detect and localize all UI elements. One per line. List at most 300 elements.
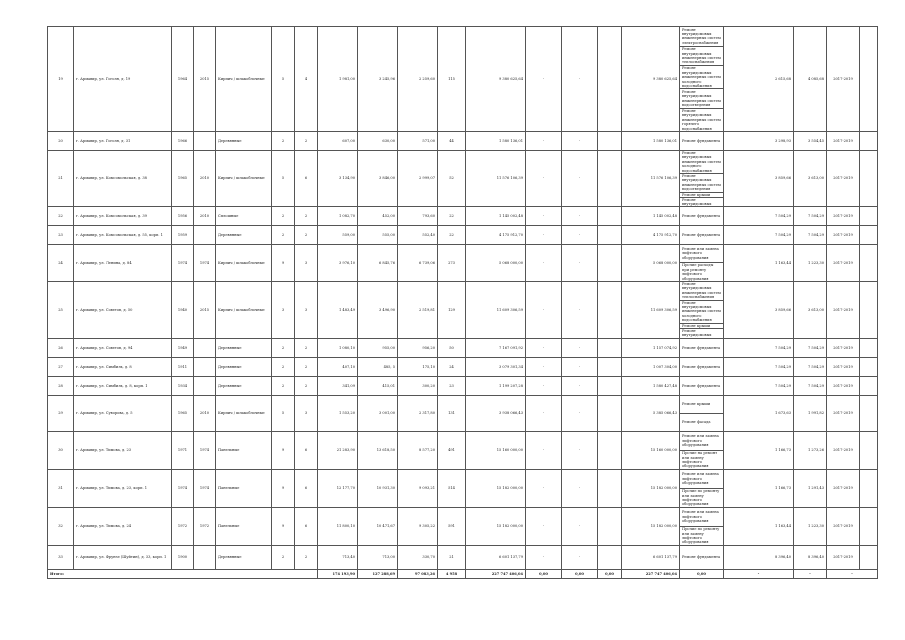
- unit-cost-cell: 7 504,29: [724, 226, 794, 245]
- total-area-cell: 713,40: [318, 546, 358, 570]
- row-number-cell: 33: [48, 546, 74, 570]
- residents-cell: 22: [438, 226, 466, 245]
- total-area-cell: 21 283,90: [318, 432, 358, 470]
- wall-material-cell: Панельные: [216, 432, 272, 470]
- work-item: Ремонт внутридомовых инженерных систем теплоснабжения: [680, 46, 723, 66]
- work-item: Ремонт внутридомовых: [680, 328, 723, 338]
- total-cost-cell: 11 609 306,59: [466, 282, 526, 339]
- works-cell: [680, 151, 724, 207]
- max-cost-cell: 7 504,29: [794, 226, 827, 245]
- table-row: [48, 245, 878, 282]
- owners-cost-cell: 5 385 066,43: [622, 396, 680, 432]
- works-cell: [680, 27, 724, 132]
- spacer-cell: [860, 470, 878, 508]
- table-row: [48, 27, 878, 132]
- repair-year-cell: 1974: [194, 245, 216, 282]
- row-number-cell: 24: [48, 245, 74, 282]
- repair-year-cell: [194, 132, 216, 151]
- total-cost-cell: 15 182 000,00: [466, 508, 526, 546]
- wall-material-cell: Кирпич / шлакоблочные: [216, 151, 272, 207]
- budget-cost-cell: -: [562, 470, 598, 508]
- floors-cell: 2: [272, 546, 295, 570]
- entrances-cell: 3: [295, 245, 318, 282]
- table-row: [48, 377, 878, 396]
- floors-cell: 5: [272, 396, 295, 432]
- build-year-cell: 1971: [172, 432, 194, 470]
- row-number-cell: 32: [48, 508, 74, 546]
- table-body: [48, 27, 878, 579]
- local-cost-cell: [598, 432, 622, 470]
- repair-year-cell: 2010: [194, 207, 216, 226]
- floors-cell: 2: [272, 377, 295, 396]
- budget-cost-cell: -: [562, 245, 598, 282]
- living-area-cell: 2 259,60: [398, 27, 438, 132]
- fund-cost-cell: -: [526, 27, 562, 132]
- total-cost-cell: 15 160 000,00: [466, 432, 526, 470]
- fund-cost-cell: -: [526, 339, 562, 358]
- total-area-cell: 3 134,90: [318, 151, 358, 207]
- budget-cost-cell: -: [562, 132, 598, 151]
- total-row: [48, 570, 878, 579]
- wall-material-cell: Сплошные: [216, 207, 272, 226]
- total-cost-cell: 3 079 301,34: [466, 358, 526, 377]
- repair-year-cell: [194, 226, 216, 245]
- living-area-cell: 793,60: [398, 207, 438, 226]
- table-row: [48, 508, 878, 546]
- max-cost-cell: 4 085,68: [794, 27, 827, 132]
- address-cell: г. Армавир, ул. Советов, д. 94: [74, 339, 172, 358]
- budget-cost-cell: -: [562, 358, 598, 377]
- fund-cost-cell: -: [526, 546, 562, 570]
- unit-cost-cell: 8 396,40: [724, 546, 794, 570]
- spacer-cell: [860, 508, 878, 546]
- residents-cell: 52: [438, 151, 466, 207]
- works-cell: [680, 282, 724, 339]
- table-row: [48, 546, 878, 570]
- build-year-cell: 1959: [172, 226, 194, 245]
- spacer-cell: [860, 396, 878, 432]
- work-item: Ремонт крыши: [680, 192, 723, 197]
- address-cell: г. Армавир, ул. Гоголя, д. 31: [74, 132, 172, 151]
- repair-year-cell: 2010: [194, 396, 216, 432]
- floors-cell: 2: [272, 207, 295, 226]
- area-cell: 3 001,00: [358, 396, 398, 432]
- residents-cell: 273: [438, 245, 466, 282]
- work-item: Ремонт внутридомовых инженерных систем водоотведения: [680, 173, 723, 192]
- deadline-cell: 2017-2019: [827, 377, 860, 396]
- build-year-cell: 1949: [172, 339, 194, 358]
- unit-cost-cell: 3 859,66: [724, 282, 794, 339]
- fund-cost-cell: -: [526, 396, 562, 432]
- total-area-cell: 12 177,70: [318, 470, 358, 508]
- wall-material-cell: Кирпич / шлакоблочные: [216, 282, 272, 339]
- living-area-cell: 2 519,81: [398, 282, 438, 339]
- deadline-cell: 2017-2019: [827, 27, 860, 132]
- spacer-cell: [860, 27, 878, 132]
- max-cost-cell: 1 223,30: [794, 508, 827, 546]
- total-area-cell: 11 800,10: [318, 508, 358, 546]
- repair-year-cell: 1974: [194, 470, 216, 508]
- works-cell: [680, 432, 724, 470]
- local-cost-cell: [598, 508, 622, 546]
- owners-cost-cell: 11 576 106,39: [622, 151, 680, 207]
- table-row: [48, 226, 878, 245]
- living-area-cell: 300,20: [398, 377, 438, 396]
- work-item: Ремонт крыши: [682, 402, 711, 407]
- living-area-cell: 6 739,06: [398, 245, 438, 282]
- entrances-cell: 2: [295, 339, 318, 358]
- work-item: Ремонт внутридомовых инженерных систем электроснабжения: [682, 27, 721, 45]
- max-cost-cell: 1 991,82: [794, 396, 827, 432]
- budget-cost-cell: -: [562, 282, 598, 339]
- area-cell: 6 845,76: [358, 245, 398, 282]
- living-area-cell: 956,20: [398, 339, 438, 358]
- works-cell: Ремонт фундамента: [680, 546, 724, 570]
- entrances-cell: 6: [295, 508, 318, 546]
- area-cell: 452,00: [358, 207, 398, 226]
- total-cost-cell: 4 175 912,70: [466, 226, 526, 245]
- residents-cell: 4 958: [438, 570, 466, 579]
- works-cell: Ремонт фундамента: [680, 339, 724, 358]
- fund-cost-cell: -: [526, 282, 562, 339]
- build-year-cell: 1934: [172, 377, 194, 396]
- work-item: Ремонт внутридомовых инженерных систем теплоснабжения: [682, 282, 721, 300]
- fund-cost-cell: -: [526, 245, 562, 282]
- repair-program-table: [47, 26, 878, 579]
- row-number-cell: 30: [48, 432, 74, 470]
- entrances-cell: 6: [295, 470, 318, 508]
- works-cell: [680, 508, 724, 546]
- owners-cost-cell: 5 068 000,00: [622, 245, 680, 282]
- residents-cell: 24: [438, 358, 466, 377]
- works-cell: Ремонт фундамента: [680, 377, 724, 396]
- entrances-cell: 3: [295, 282, 318, 339]
- owners-cost-cell: 1 157 074,92: [622, 339, 680, 358]
- fund-cost-cell: -: [526, 358, 562, 377]
- spacer-cell: [860, 245, 878, 282]
- work-item: Ремонт или замена лифтового оборудования: [682, 434, 719, 448]
- deadline-cell: 2017-2019: [827, 396, 860, 432]
- repair-year-cell: 1972: [194, 508, 216, 546]
- local-cost-cell: [598, 546, 622, 570]
- repair-year-cell: [194, 339, 216, 358]
- works-cell: [680, 245, 724, 282]
- floors-cell: 9: [272, 508, 295, 546]
- row-number-cell: 23: [48, 226, 74, 245]
- total-cost-cell: 1 580 136,01: [466, 132, 526, 151]
- total-cost-cell: 227 747 406,04: [466, 570, 526, 579]
- works-cell: Ремонт фундамента: [680, 207, 724, 226]
- fund-cost-cell: -: [526, 432, 562, 470]
- max-cost-cell: 7 504,29: [794, 207, 827, 226]
- wall-material-cell: Панельные: [216, 470, 272, 508]
- residents-cell: 21: [438, 546, 466, 570]
- work-item: Ремонт или замена лифтового оборудования: [682, 247, 719, 260]
- work-item: Ремонт внутридомовых: [680, 197, 723, 206]
- entrances-cell: 6: [295, 151, 318, 207]
- wall-material-cell: Кирпич / шлакоблочные: [216, 245, 272, 282]
- wall-material-cell: Панельные: [216, 508, 272, 546]
- unit-cost-cell: 1 163,44: [724, 508, 794, 546]
- total-area-cell: 341,09: [318, 377, 358, 396]
- floors-cell: 9: [272, 470, 295, 508]
- total-area-cell: 3 976,10: [318, 245, 358, 282]
- works-cell: [680, 396, 724, 432]
- living-area-cell: 330,70: [398, 546, 438, 570]
- residents-cell: 129: [438, 282, 466, 339]
- deadline-cell: 2017-2019: [827, 358, 860, 377]
- total-cost-cell: 6 601 137,79: [466, 546, 526, 570]
- wall-material-cell: Деревянные: [216, 226, 272, 245]
- total-area-cell: 174 193,90: [318, 570, 358, 579]
- total-area-cell: 607,00: [318, 132, 358, 151]
- build-year-cell: 1974: [172, 470, 194, 508]
- owners-cost-cell: 1 580 136,01: [622, 132, 680, 151]
- unit-cost-cell: 2 615,68: [724, 27, 794, 132]
- max-cost-cell: 1 291,43: [794, 470, 827, 508]
- total-area-cell: 1 553,20: [318, 396, 358, 432]
- residents-cell: 591: [438, 508, 466, 546]
- work-item: Ремонт внутридомовых инженерных систем горячего водоснабжения: [680, 108, 723, 131]
- row-number-cell: 29: [48, 396, 74, 432]
- local-cost-cell: [598, 27, 622, 132]
- local-cost-cell: [598, 151, 622, 207]
- max-cost-cell: 3 613,00: [794, 151, 827, 207]
- wall-material-cell: Кирпич / шлакоблочные: [216, 396, 272, 432]
- living-area-cell: 2 317,80: [398, 396, 438, 432]
- work-item: Ремонт или замена лифтового оборудования: [682, 510, 719, 524]
- local-cost-cell: [598, 377, 622, 396]
- budget-cost-cell: -: [562, 546, 598, 570]
- document-page: [47, 26, 857, 579]
- living-area-cell: 9 093,21: [398, 470, 438, 508]
- local-cost-cell: [598, 358, 622, 377]
- fund-cost-cell: -: [526, 151, 562, 207]
- total-cost-cell: 11 576 106,39: [466, 151, 526, 207]
- local-cost-cell: [598, 396, 622, 432]
- floors-cell: 9: [272, 245, 295, 282]
- entrances-cell: 2: [295, 358, 318, 377]
- area-cell: 3 245,96: [358, 27, 398, 132]
- area-cell: 127 288,69: [358, 570, 398, 579]
- spacer-cell: [860, 151, 878, 207]
- owners-cost-cell: 15 182 000,00: [622, 508, 680, 546]
- work-item: Ремонт фасада: [680, 413, 723, 431]
- build-year-cell: 1972: [172, 508, 194, 546]
- address-cell: г. Армавир, ул. Гоголя, д. 19: [74, 27, 172, 132]
- total-area-cell: 1 082,70: [318, 207, 358, 226]
- deadline-cell: 2017-2019: [827, 151, 860, 207]
- work-item: Ремонт или замена лифтового оборудования: [682, 472, 719, 486]
- budget-cost-cell: -: [562, 207, 598, 226]
- build-year-cell: 1940: [172, 282, 194, 339]
- area-cell: 13 618,50: [358, 432, 398, 470]
- address-cell: г. Армавир, ул. Советов, д. 50: [74, 282, 172, 339]
- work-item: Ремонт внутридомовых инженерных систем холодного водоснабжения: [680, 65, 723, 88]
- deadline-cell: 2017-2019: [827, 470, 860, 508]
- total-cost-cell: 5 068 000,00: [466, 245, 526, 282]
- owners-cost-cell: 1 580 427,48: [622, 377, 680, 396]
- owners-cost-cell: 15 160 000,00: [622, 432, 680, 470]
- work-item: Прочие по ремонту или замену лифтового оборудования: [680, 526, 723, 545]
- table-row: [48, 151, 878, 207]
- fund-cost-cell: -: [526, 508, 562, 546]
- address-cell: г. Армавир, ул. Фрунзе (Шуйтин), д. 33, корп. 1: [74, 546, 172, 570]
- unit-cost-cell: 1 166,73: [724, 470, 794, 508]
- spacer-cell: [860, 339, 878, 358]
- address-cell: г. Армавир, ул. Комсомольская, д. 55, корп. 1: [74, 226, 172, 245]
- wall-material-cell: Кирпич / шлакоблочные: [216, 27, 272, 132]
- row-number-cell: 28: [48, 377, 74, 396]
- total-area-cell: 559,00: [318, 226, 358, 245]
- area-cell: 415,01: [358, 377, 398, 396]
- residents-cell: 491: [438, 432, 466, 470]
- build-year-cell: 1965: [172, 151, 194, 207]
- fund-cost-cell: -: [526, 470, 562, 508]
- total-area-cell: 1 981,00: [318, 27, 358, 132]
- spacer-cell: [860, 132, 878, 151]
- address-cell: г. Армавир, ул. Ленина, д. 84: [74, 245, 172, 282]
- max-cost-cell: 3 554,45: [794, 132, 827, 151]
- local-cost-cell: [598, 339, 622, 358]
- living-area-cell: 175,10: [398, 358, 438, 377]
- max-cost-cell: 7 504,29: [794, 358, 827, 377]
- build-year-cell: 1974: [172, 245, 194, 282]
- area-cell: 713,00: [358, 546, 398, 570]
- total-cost-cell: 1 199 207,28: [466, 377, 526, 396]
- deadline-cell: 2017-2019: [827, 508, 860, 546]
- residents-cell: 22: [438, 207, 466, 226]
- fund-cost-cell: -: [526, 132, 562, 151]
- wall-material-cell: Деревянные: [216, 377, 272, 396]
- area-cell: 10 471,67: [358, 508, 398, 546]
- table-row: [48, 396, 878, 432]
- unit-cost-cell: 7 504,29: [724, 377, 794, 396]
- address-cell: г. Армавир, ул. Комсомольская, д. 39: [74, 207, 172, 226]
- row-number-cell: 21: [48, 151, 74, 207]
- row-number-cell: 25: [48, 282, 74, 339]
- repair-year-cell: 2010: [194, 151, 216, 207]
- address-cell: г. Армавир, ул. Симбиль, д. 8: [74, 358, 172, 377]
- local-cost-cell: [598, 245, 622, 282]
- deadline-cell: 2017-2019: [827, 226, 860, 245]
- wall-material-cell: Деревянные: [216, 358, 272, 377]
- owners-cost-cell: 1 145 002,48: [622, 207, 680, 226]
- row-number-cell: 26: [48, 339, 74, 358]
- work-item: Прочие на ремонт или замену лифтового оборудования: [680, 450, 723, 469]
- deadline-cell: 2017-2019: [827, 546, 860, 570]
- entrances-cell: 2: [295, 132, 318, 151]
- floors-cell: 2: [272, 339, 295, 358]
- wall-material-cell: Деревянные: [216, 132, 272, 151]
- address-cell: г. Армавир, ул. Симбиль, д. 8, корп. 1: [74, 377, 172, 396]
- area-cell: 955,00: [358, 339, 398, 358]
- max-cost-cell: 7 504,29: [794, 377, 827, 396]
- budget-cost-cell: -: [562, 508, 598, 546]
- budget-cost-cell: -: [562, 339, 598, 358]
- residents-cell: 131: [438, 396, 466, 432]
- max-cost-cell: 1 273,26: [794, 432, 827, 470]
- unit-cost-cell: 7 504,29: [724, 339, 794, 358]
- build-year-cell: 1966: [172, 132, 194, 151]
- repair-year-cell: 2015: [194, 27, 216, 132]
- living-area-cell: 552,40: [398, 226, 438, 245]
- spacer-cell: [860, 377, 878, 396]
- table-row: [48, 470, 878, 508]
- works-cell: [680, 470, 724, 508]
- works-cell: Ремонт фундамента: [680, 132, 724, 151]
- fund-cost-cell: -: [526, 207, 562, 226]
- local-cost-cell: 0,00: [598, 570, 622, 579]
- total-cost-cell: 1 145 002,48: [466, 207, 526, 226]
- deadline-cell: 2017-2019: [827, 207, 860, 226]
- floors-cell: 2: [272, 226, 295, 245]
- address-cell: г. Армавир, ул. Тимова, д. 24: [74, 508, 172, 546]
- work-item: Ремонт внутридомовых инженерных систем водоотведения: [680, 88, 723, 108]
- work-item: Прочие расходы при ремонту лифтового оборудования: [680, 262, 723, 281]
- floors-cell: 5: [272, 27, 295, 132]
- wall-material-cell: Деревянные: [216, 546, 272, 570]
- owners-cost-cell: 4 175 912,70: [622, 226, 680, 245]
- budget-cost-cell: -: [562, 432, 598, 470]
- fund-cost-cell: -: [526, 226, 562, 245]
- deadline-cell: 2017-2019: [827, 282, 860, 339]
- total-cost-cell: 7 167 091,92: [466, 339, 526, 358]
- area-cell: 485, 5: [358, 358, 398, 377]
- build-year-cell: 1956: [172, 207, 194, 226]
- max-cost-cell: 1 223,30: [794, 245, 827, 282]
- total-label-cell: Итого:: [48, 570, 318, 579]
- spacer-cell: [860, 358, 878, 377]
- living-area-cell: 9 305,22: [398, 508, 438, 546]
- work-item: Ремонт крыши: [680, 323, 723, 328]
- address-cell: г. Армавир, ул. Суворова, д. 5: [74, 396, 172, 432]
- unit-cost-cell: -: [724, 570, 794, 579]
- owners-cost-cell: 15 182 000,00: [622, 470, 680, 508]
- table-row: [48, 132, 878, 151]
- work-item: Ремонт внутридомовых инженерных систем холодного водоснабжения: [682, 151, 721, 173]
- build-year-cell: 1964: [172, 27, 194, 132]
- repair-year-cell: [194, 358, 216, 377]
- residents-cell: 50: [438, 339, 466, 358]
- area-cell: 555,00: [358, 226, 398, 245]
- extra-cost-cell: 0,00: [680, 570, 724, 579]
- deadline-cell: -: [827, 570, 878, 579]
- entrances-cell: 3: [295, 396, 318, 432]
- deadline-cell: 2017-2019: [827, 132, 860, 151]
- wall-material-cell: Деревянные: [216, 339, 272, 358]
- floors-cell: 2: [272, 132, 295, 151]
- spacer-cell: [860, 546, 878, 570]
- total-cost-cell: 3 938 066,43: [466, 396, 526, 432]
- area-cell: 3 846,00: [358, 151, 398, 207]
- max-cost-cell: 7 504,29: [794, 339, 827, 358]
- max-cost-cell: -: [794, 570, 827, 579]
- local-cost-cell: [598, 282, 622, 339]
- living-area-cell: 2 999,07: [398, 151, 438, 207]
- unit-cost-cell: 3 859,66: [724, 151, 794, 207]
- row-number-cell: 31: [48, 470, 74, 508]
- residents-cell: 514: [438, 470, 466, 508]
- max-cost-cell: 3 613,00: [794, 282, 827, 339]
- deadline-cell: 2017-2019: [827, 245, 860, 282]
- entrances-cell: 2: [295, 377, 318, 396]
- max-cost-cell: 8 396,40: [794, 546, 827, 570]
- row-number-cell: 20: [48, 132, 74, 151]
- repair-year-cell: [194, 546, 216, 570]
- fund-cost-cell: -: [526, 377, 562, 396]
- floors-cell: 3: [272, 282, 295, 339]
